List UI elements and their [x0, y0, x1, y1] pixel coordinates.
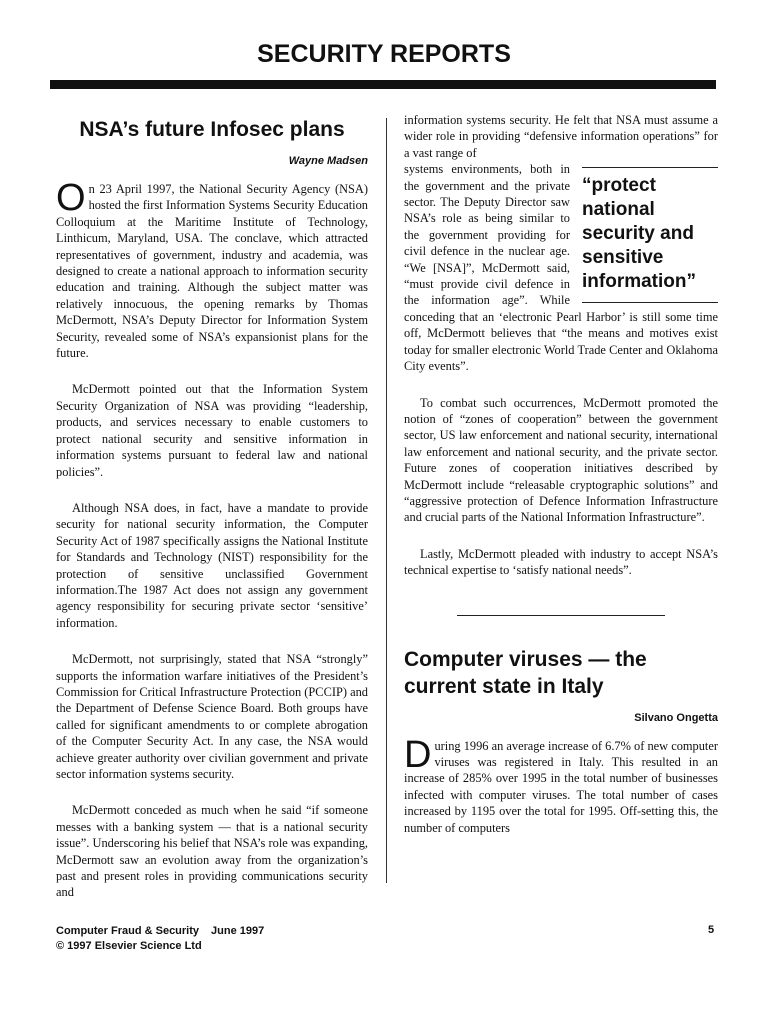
footer — [56, 924, 264, 954]
article1-paragraph-6a: information systems security. He felt that NSA must assume a wider role in providing “defensive information operations” for a vast range of — [404, 113, 718, 160]
page-number: 5 — [708, 924, 715, 936]
article-title-nsa: NSA’s future Infosec plans — [79, 118, 345, 141]
page-title: SECURITY REPORTS — [257, 40, 511, 68]
author-wayne-madsen: Wayne Madsen — [288, 155, 368, 167]
drop-cap-d: D — [404, 733, 432, 776]
pull-quote: “protect national security and sensitive information” — [582, 167, 718, 303]
article1-paragraph-5: McDermott conceded as much when he said “if someone messes with a banking system — that is a national security issue”. Underscoring his belief that NSA’s role was expanding, McDermott saw an evolution away from the organization’s past and present roles in providing communications security and — [56, 803, 368, 900]
article1-paragraph-6b: systems environments, both in the government and the private sector. The Deputy Director saw NSA’s role as being similar to the government providing for civil defence in the nuclear age. “We [NSA]”, McDermott said, “must provide civil defence in the information age”. While conceding that an ‘electronic Pearl Harbor’ is still some time off, McDermott believes that “the means and motives exist today for smaller electronic World Trade Center and Oklahoma City events”. — [404, 162, 718, 374]
article1-paragraph-2: McDermott pointed out that the Information System Security Organization of NSA was providing “leadership, products, and services necessary to enable customers to protect national security and sensitive information in information systems pursuant to federal law and national policies”. — [56, 382, 368, 479]
issue-date: June 1997 — [211, 925, 265, 937]
footer-journal-line — [56, 924, 264, 939]
article1-paragraph-7: To combat such occurrences, McDermott promoted the notion of “zones of cooperation” between the government sector, US law enforcement and national security, international law enforcement and national security, and the private sector. Future zones of cooperation initiatives described by McDermott include “releasable cryptographic solutions” and “aggressive protection of Defence Information Infrastructure and crucial parts of the National Information Infrastructure”. — [404, 395, 718, 525]
continued-text — [404, 112, 718, 375]
article2-paragraph-1: During 1996 an average increase of 6.7% of new computer viruses was registered in Italy. This resulted in an increase of 285% over 1995 in the total number of businesses infected with computer viruses. The total number of cases increased by 1195 over the total for 1995. Off-setting this, the number of computers — [404, 733, 718, 835]
right-column — [404, 112, 718, 836]
article1-paragraph-3: Although NSA does, in fact, have a mandate to provide security for national security information, the Computer Security Act of 1987 specifically assigns the National Institute for Standards and Technology (NIST) responsibility for the protection of sensitive unclassified Government information.The 1987 Act does not assign any government agency responsibility for securing private sector ‘sensitive’ information. — [56, 500, 368, 630]
article1-paragraph-1: On 23 April 1997, the National Security Agency (NSA) hosted the first Information Systems Security Education Colloquium at the Maritime Institute of Technology, Linthicum, Maryland, USA. The conclave, which attracted representatives of government, industry and academia, was designed to create a national approach to information security education and training. Although the subject matter was relatively innocuous, the opening remarks by Thomas McDermott, NSA’s Deputy Director for Information System Security, revealed some of NSA’s expansionist plans for the future. — [56, 177, 368, 361]
article-title-viruses: Computer viruses — the current state in Italy — [404, 647, 647, 698]
article1-paragraph-4: McDermott, not surprisingly, stated that NSA “strongly” supports the information warfare initiatives of the President’s Commission for Critical Infrastructure Protection (PCCIP) and the Department of Defense Science Board. Both groups have called for significant amendments to or complete abrogation of the Computer Security Act. In any case, the NSA would achieve greater authority over civilian government and private sector information systems security. — [56, 652, 368, 781]
copyright: © 1997 Elsevier Science Ltd — [56, 940, 202, 952]
section-divider — [457, 615, 665, 616]
column-divider — [386, 118, 387, 883]
drop-cap-o: O — [56, 177, 86, 219]
header-rule — [50, 80, 716, 89]
journal-name: Computer Fraud & Security — [56, 925, 200, 937]
article1-paragraph-8: Lastly, McDermott pleaded with industry to accept NSA’s technical expertise to ‘satisfy national needs”. — [404, 546, 718, 578]
left-column — [56, 112, 368, 901]
author-silvano-ongetta: Silvano Ongetta — [634, 711, 718, 724]
